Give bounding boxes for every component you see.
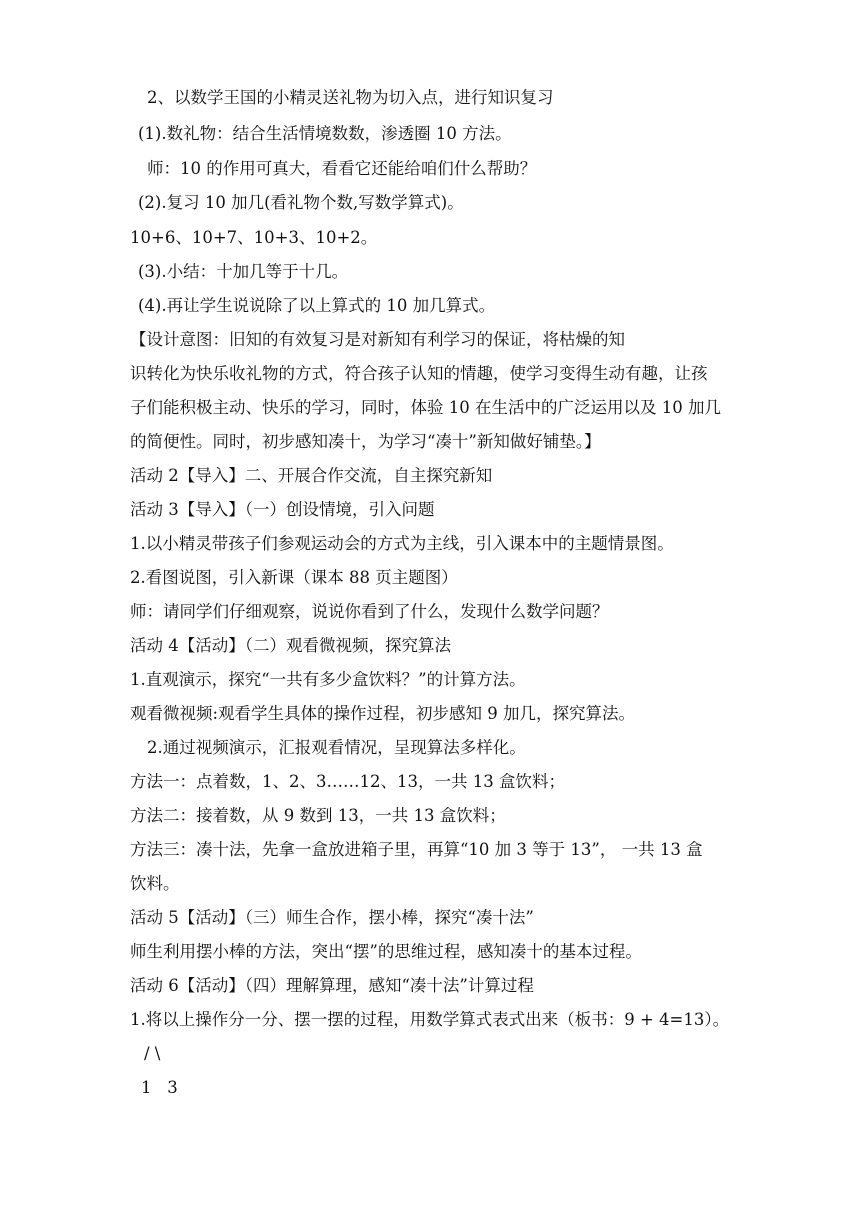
paragraph-line: (3).小结：十加几等于十几。 [138,262,349,281]
paragraph-line: (1).数礼物：结合生活情境数数，渗透圈 10 方法。 [138,124,512,143]
design-intent-line: 的简便性。同时，初步感知凑十，为学习“凑十”新知做好铺垫。】 [130,432,601,451]
section-heading-review: 2、以数学王国的小精灵送礼物为切入点，进行知识复习 [147,88,554,107]
paragraph-line: 2.通过视频演示，汇报观看情况，呈现算法多样化。 [147,738,526,757]
paragraph-line: 师：10 的作用可真大，看看它还能给咱们什么帮助？ [147,159,537,178]
paragraph-line: 师生利用摆小棒的方法，突出“摆”的思维过程，感知凑十的基本过程。 [130,942,642,961]
method-line: 方法一：点着数，1、2、3……12、13，一共 13 盒饮料； [130,772,565,791]
activity-heading: 活动 2【导入】二、开展合作交流，自主探究新知 [130,466,493,485]
method-line: 方法二：接着数，从 9 数到 13，一共 13 盒饮料； [130,806,506,825]
split-diagram-branches: / \ [144,1044,161,1063]
design-intent-line: 【设计意图：旧知的有效复习是对新知有利学习的保证，将枯燥的知 [130,330,625,349]
paragraph-line: 师：请同学们仔细观察，说说你看到了什么，发现什么数学问题？ [130,602,609,621]
paragraph-line: (4).再让学生说说除了以上算式的 10 加几算式。 [138,296,496,315]
paragraph-line: 2.看图说图，引入新课（课本 88 页主题图） [130,568,458,587]
activity-heading: 活动 6【活动】（四）理解算理，感知“凑十法”计算过程 [130,976,534,995]
activity-heading: 活动 4【活动】（二）观看微视频，探究算法 [130,636,451,655]
split-diagram-numbers: 1 3 [141,1078,178,1097]
method-line: 方法三：凑十法，先拿一盒放进箱子里，再算“10 加 3 等于 13”， 一共 13 盒 [130,840,703,859]
paragraph-line: 1.将以上操作分一分、摆一摆的过程，用数学算式表式出来（板书：9 + 4=13）。 [130,1010,730,1029]
paragraph-line: (2).复习 10 加几(看礼物个数,写数学算式)。 [138,193,464,212]
paragraph-line: 观看微视频:观看学生具体的操作过程，初步感知 9 加几，探究算法。 [130,704,636,723]
design-intent-line: 识转化为快乐收礼物的方式，符合孩子认知的情趣，使学习变得生动有趣，让孩 [130,364,708,383]
activity-heading: 活动 5【活动】（三）师生合作，摆小棒，探究“凑十法” [130,908,534,927]
design-intent-line: 子们能积极主动、快乐的学习，同时，体验 10 在生活中的广泛运用以及 10 加几 [130,398,721,417]
paragraph-line: 1.以小精灵带孩子们参观运动会的方式为主线，引入课本中的主题情景图。 [130,534,674,553]
activity-heading: 活动 3【导入】（一）创设情境，引入问题 [130,500,435,519]
paragraph-line: 10+6、10+7、10+3、10+2。 [130,228,378,247]
paragraph-line: 1.直观演示，探究“一共有多少盒饮料？”的计算方法。 [130,670,526,689]
method-line: 饮料。 [130,874,180,893]
